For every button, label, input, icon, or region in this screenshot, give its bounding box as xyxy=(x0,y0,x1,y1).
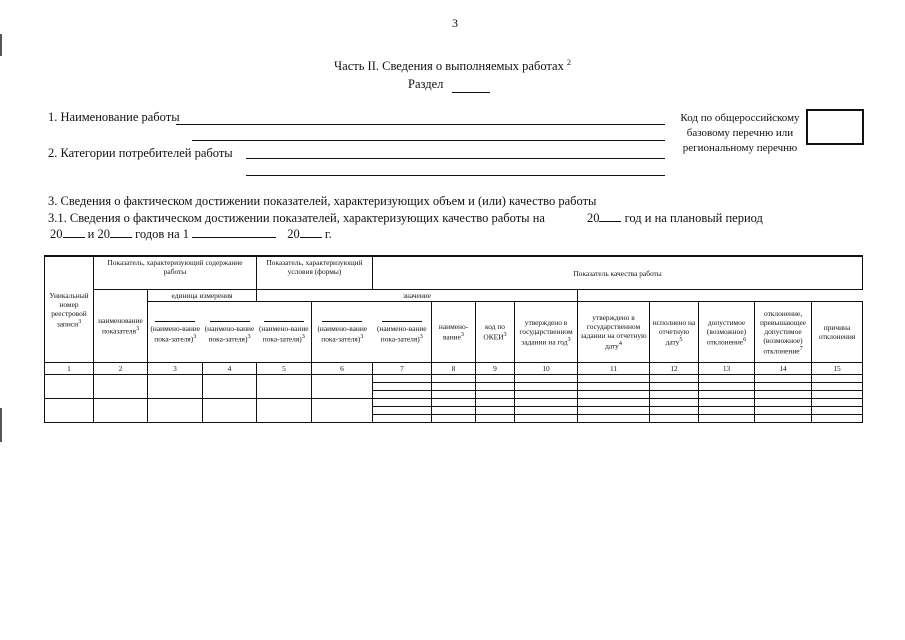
header-indicator-name: наименование показателя$^3$ xyxy=(94,290,148,363)
razdel-label: Раздел xyxy=(408,77,444,91)
table-cell[interactable] xyxy=(812,407,863,415)
table-cell[interactable] xyxy=(699,399,755,407)
table-cell[interactable] xyxy=(699,391,755,399)
table-cell[interactable] xyxy=(755,399,812,407)
table-cell[interactable] xyxy=(432,407,476,415)
table-cell[interactable] xyxy=(373,383,432,391)
col-number: 3 xyxy=(148,363,203,375)
section-3-1-dates: 20 и 20 годов на 1 20 г. xyxy=(50,227,332,241)
table-cell[interactable] xyxy=(515,375,578,383)
table-cell[interactable] xyxy=(312,399,373,423)
sub-cond-1: (наимено-вание пока-зателя)$^3$ xyxy=(312,302,373,363)
table-cell[interactable] xyxy=(755,407,812,415)
table-cell[interactable] xyxy=(148,375,203,399)
table-cell[interactable] xyxy=(650,399,699,407)
table-cell[interactable] xyxy=(476,399,515,407)
table-cell[interactable] xyxy=(515,415,578,423)
table-cell[interactable] xyxy=(312,375,373,399)
header-value: значение xyxy=(257,290,578,302)
header-approved-year: утверждено в государственном задании на год$^3$ xyxy=(515,302,578,363)
table-cell[interactable] xyxy=(432,375,476,383)
col-number: 14 xyxy=(755,363,812,375)
header-unit-name: наимено-вание$^3$ xyxy=(432,302,476,363)
table-cell[interactable] xyxy=(699,383,755,391)
col-number: 15 xyxy=(812,363,863,375)
table-cell[interactable] xyxy=(755,391,812,399)
table-cell[interactable] xyxy=(699,407,755,415)
sub-cond-2: (наимено-вание пока-зателя)$^3$ xyxy=(373,302,432,363)
table-cell[interactable] xyxy=(650,415,699,423)
table-cell[interactable] xyxy=(650,407,699,415)
table-cell[interactable] xyxy=(476,383,515,391)
table-cell[interactable] xyxy=(812,399,863,407)
table-cell[interactable] xyxy=(515,407,578,415)
table-cell[interactable] xyxy=(476,375,515,383)
table-cell[interactable] xyxy=(373,407,432,415)
col-number: 8 xyxy=(432,363,476,375)
table-cell[interactable] xyxy=(578,415,650,423)
col-number: 2 xyxy=(94,363,148,375)
col-number: 4 xyxy=(203,363,257,375)
table-cell[interactable] xyxy=(94,399,148,423)
table-cell[interactable] xyxy=(650,383,699,391)
table-cell[interactable] xyxy=(650,391,699,399)
header-approved-date: утверждено в государственном задании на отчетную дату$^4$ xyxy=(578,302,650,363)
table-cell[interactable] xyxy=(373,399,432,407)
code-label: Код по общероссийскому базовому перечню или региональному перечню xyxy=(680,112,800,154)
table-cell[interactable] xyxy=(578,383,650,391)
table-cell[interactable] xyxy=(699,415,755,423)
consumers-line-1[interactable] xyxy=(246,158,665,159)
table-cell[interactable] xyxy=(699,375,755,383)
section-3-title: 3. Сведения о фактическом достижении показателей, характеризующих объем и (или) качество работы xyxy=(48,194,597,208)
table-cell[interactable] xyxy=(432,415,476,423)
table-cell[interactable] xyxy=(373,375,432,383)
table-cell[interactable] xyxy=(578,407,650,415)
header-okei: код по ОКЕИ$^3$ xyxy=(476,302,515,363)
header-unit: единица измерения xyxy=(148,290,257,302)
header-condition-indicator: Показатель, характеризующий условия (формы) xyxy=(257,256,373,290)
table-cell[interactable] xyxy=(650,375,699,383)
table-cell[interactable] xyxy=(515,383,578,391)
consumers-label: 2. Категории потребителей работы xyxy=(48,146,233,160)
table-cell[interactable] xyxy=(578,375,650,383)
col-number: 12 xyxy=(650,363,699,375)
table-cell[interactable] xyxy=(432,383,476,391)
table-cell[interactable] xyxy=(45,399,94,423)
table-cell[interactable] xyxy=(476,407,515,415)
scan-edge-bottom xyxy=(0,408,2,442)
page-title: Часть II. Сведения о выполняемых работах $^2$ xyxy=(334,58,571,74)
consumers-line-2[interactable] xyxy=(246,175,665,176)
work-name-line-1[interactable] xyxy=(176,124,665,125)
table-cell[interactable] xyxy=(812,415,863,423)
table-cell[interactable] xyxy=(257,399,312,423)
col-number: 11 xyxy=(578,363,650,375)
table-cell[interactable] xyxy=(812,375,863,383)
sub-content-2: (наимено-вание пока-зателя)$^3$ xyxy=(203,302,257,363)
col-number: 6 xyxy=(312,363,373,375)
scan-edge-top xyxy=(0,34,2,56)
col-number: 5 xyxy=(257,363,312,375)
table-cell[interactable] xyxy=(94,375,148,399)
work-name-label: 1. Наименование работы xyxy=(48,110,180,124)
table-cell[interactable] xyxy=(148,399,203,423)
header-unique-number: Уникальный номер реестровой записи$^3$ xyxy=(45,256,94,363)
table-cell[interactable] xyxy=(373,391,432,399)
code-box[interactable] xyxy=(806,109,864,145)
page-number: 3 xyxy=(452,16,458,30)
table-cell[interactable] xyxy=(812,383,863,391)
table-cell[interactable] xyxy=(45,375,94,399)
header-reason: причина отклонения xyxy=(812,302,863,363)
table-cell[interactable] xyxy=(432,399,476,407)
table-cell[interactable] xyxy=(257,375,312,399)
header-executed: исполнено на отчетную дату$^5$ xyxy=(650,302,699,363)
work-name-line-2[interactable] xyxy=(192,140,665,141)
table-cell[interactable] xyxy=(755,375,812,383)
table-cell[interactable] xyxy=(476,415,515,423)
sub-content-3: (наимено-вание пока-зателя)$^3$ xyxy=(257,302,312,363)
header-quality-indicator: Показатель качества работы xyxy=(373,256,863,290)
table-cell[interactable] xyxy=(578,399,650,407)
table-cell[interactable] xyxy=(432,391,476,399)
header-content-indicator: Показатель, характеризующий содержание работы xyxy=(94,256,257,290)
razdel-blank[interactable] xyxy=(452,92,490,93)
col-number: 7 xyxy=(373,363,432,375)
quality-table xyxy=(44,255,863,423)
col-number: 10 xyxy=(515,363,578,375)
table-cell[interactable] xyxy=(476,391,515,399)
col-number: 1 xyxy=(45,363,94,375)
table-cell[interactable] xyxy=(203,399,257,423)
header-exceed-deviation: отклонение, превышающее допустимое (возможное) отклонение$^7$ xyxy=(755,302,812,363)
section-3-1-title: 3.1. Сведения о фактическом достижении показателей, характеризующих качество работы на 20 год и на плановый период xyxy=(48,211,763,225)
table-cell[interactable] xyxy=(515,399,578,407)
header-allowed-deviation: допустимое (возможное) отклонение$^6$ xyxy=(699,302,755,363)
table-cell[interactable] xyxy=(755,383,812,391)
table-cell[interactable] xyxy=(812,391,863,399)
table-cell[interactable] xyxy=(755,415,812,423)
table-cell[interactable] xyxy=(578,391,650,399)
table-cell[interactable] xyxy=(515,391,578,399)
sub-content-1: (наимено-вание пока-зателя)$^3$ xyxy=(148,302,203,363)
col-number: 13 xyxy=(699,363,755,375)
table-cell[interactable] xyxy=(203,375,257,399)
col-number: 9 xyxy=(476,363,515,375)
table-cell[interactable] xyxy=(373,415,432,423)
